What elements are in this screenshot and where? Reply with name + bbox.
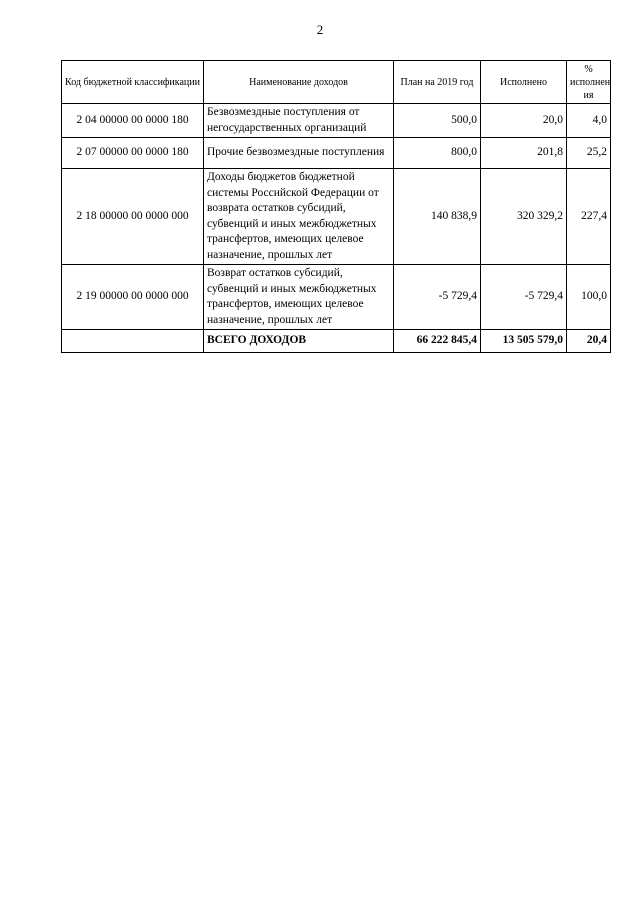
- header-name: Наименование доходов: [204, 61, 394, 104]
- total-executed: 13 505 579,0: [481, 330, 567, 353]
- total-plan: 66 222 845,4: [394, 330, 481, 353]
- row-plan: 500,0: [394, 104, 481, 138]
- row-name: Доходы бюджетов бюджетной системы Российской Федерации от возврата остатков субсидий, субвенций и иных межбюджетных трансфертов, имеющих целевое назначение, прошлых лет: [204, 169, 394, 265]
- header-code: Код бюджетной классификации: [62, 61, 204, 104]
- header-plan: План на 2019 год: [394, 61, 481, 104]
- row-name: Безвозмездные поступления от негосударственных организаций: [204, 104, 394, 138]
- total-name: ВСЕГО ДОХОДОВ: [204, 330, 394, 353]
- row-code: 2 04 00000 00 0000 180: [62, 104, 204, 138]
- table-row: [62, 104, 611, 138]
- row-code: 2 19 00000 00 0000 000: [62, 265, 204, 330]
- row-executed: 201,8: [481, 138, 567, 169]
- table-header-row: [62, 61, 611, 104]
- row-percent: 227,4: [567, 169, 611, 265]
- row-plan: 140 838,9: [394, 169, 481, 265]
- row-code: 2 07 00000 00 0000 180: [62, 138, 204, 169]
- page-number: 2: [316, 22, 324, 37]
- row-name: Прочие безвозмездные поступления: [204, 138, 394, 169]
- header-executed: Исполнено: [481, 61, 567, 104]
- header-percent: % исполнен ия: [567, 61, 611, 104]
- total-row: [62, 330, 611, 353]
- row-executed: -5 729,4: [481, 265, 567, 330]
- table-row: [62, 265, 611, 330]
- row-plan: -5 729,4: [394, 265, 481, 330]
- row-percent: 100,0: [567, 265, 611, 330]
- table-row: [62, 169, 611, 265]
- row-percent: 25,2: [567, 138, 611, 169]
- row-code: 2 18 00000 00 0000 000: [62, 169, 204, 265]
- budget-revenue-table: [61, 60, 611, 353]
- total-percent: 20,4: [567, 330, 611, 353]
- row-executed: 320 329,2: [481, 169, 567, 265]
- row-executed: 20,0: [481, 104, 567, 138]
- total-code: [62, 330, 204, 353]
- row-percent: 4,0: [567, 104, 611, 138]
- table-row: [62, 138, 611, 169]
- row-plan: 800,0: [394, 138, 481, 169]
- row-name: Возврат остатков субсидий, субвенций и иных межбюджетных трансфертов, имеющих целевое назначение, прошлых лет: [204, 265, 394, 330]
